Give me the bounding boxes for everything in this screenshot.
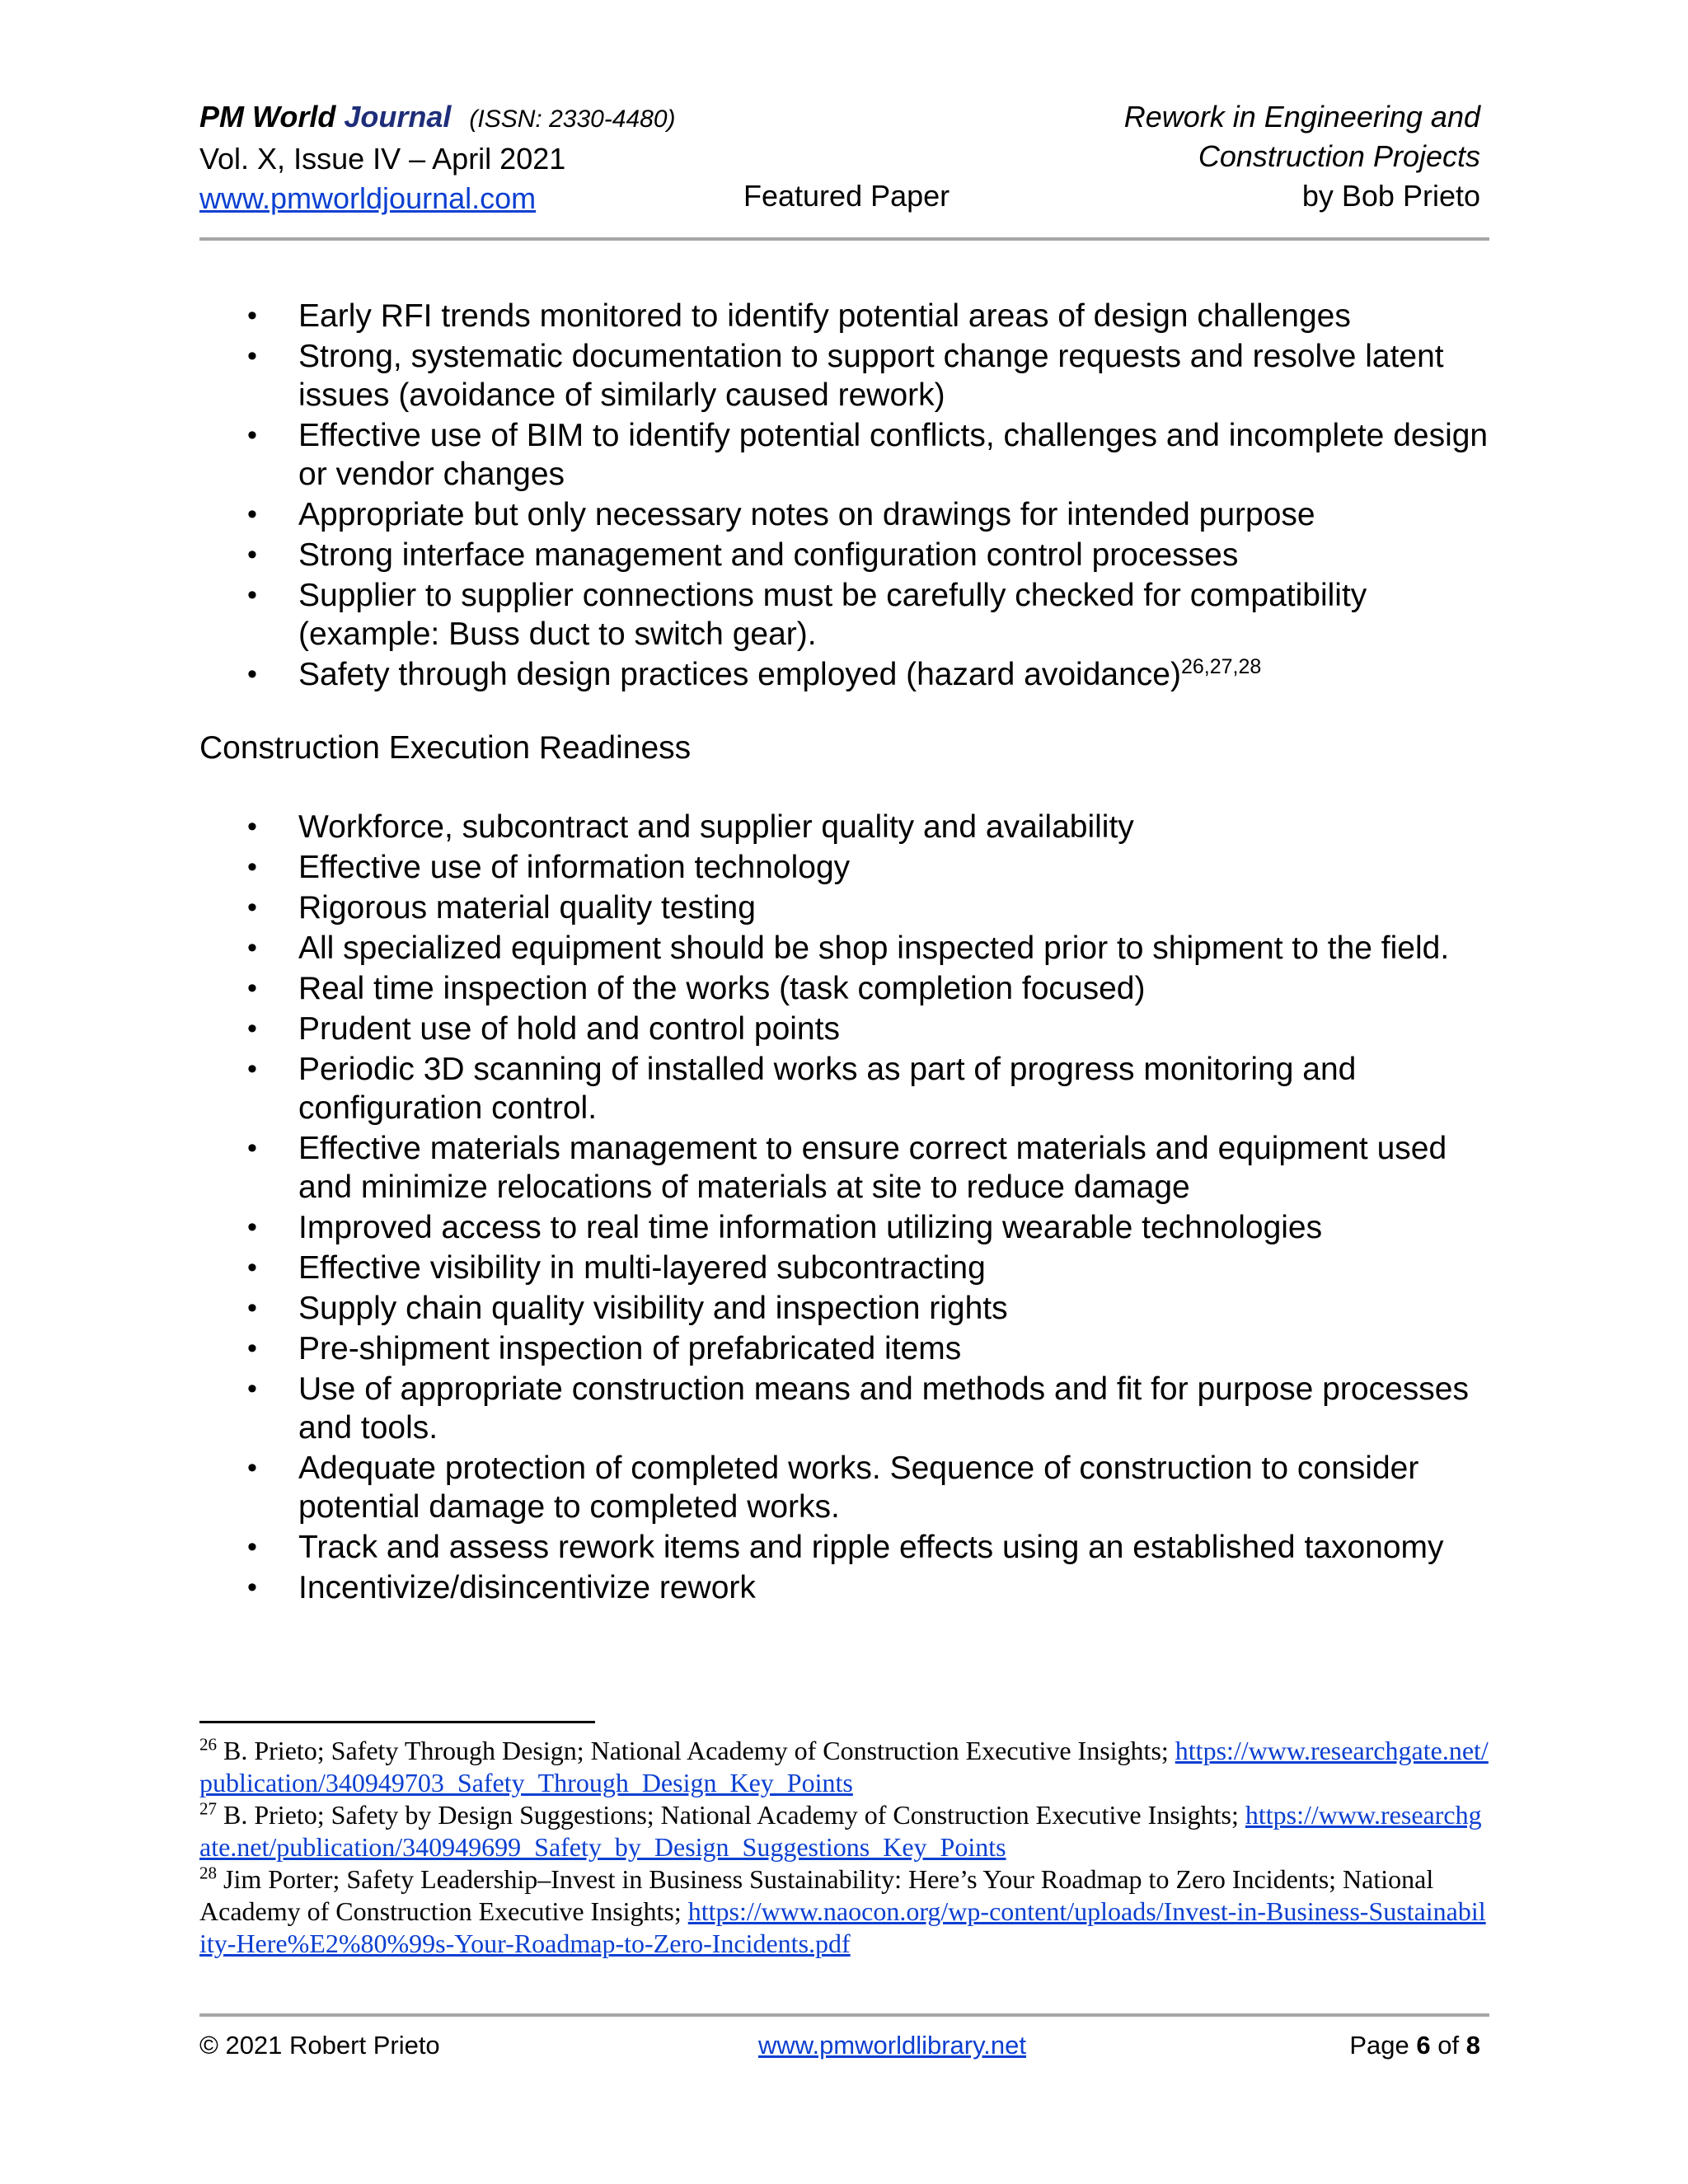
library-link[interactable]: www.pmworldlibrary.net: [758, 2031, 1027, 2060]
page-of-label: of: [1437, 2031, 1460, 2060]
list-item: • All specialized equipment should be shop inspected prior to shipment to the field.: [199, 929, 1489, 968]
paper-title-line-2: Construction Projects: [1198, 139, 1480, 173]
paper-title-line-1: Rework in Engineering and: [1123, 100, 1480, 134]
footnote-text: Jim Porter; Safety Leadership–Invest in Business Sustainability: Here’s Your Roadmap to Zero Incidents; National Academy of Construction Executive Insights;: [199, 1864, 1434, 1926]
brand-pm-world: PM World: [199, 100, 336, 134]
footnote-link[interactable]: https://www.researchgate.net/publication/340949703_Safety_Through_Design_Key_Points: [199, 1736, 1489, 1797]
paper-category: Featured Paper: [743, 179, 950, 213]
list-item: • Effective visibility in multi-layered subcontracting: [199, 1249, 1489, 1287]
footnote-27: [199, 1799, 1489, 1863]
paper-author: by Bob Prieto: [1301, 179, 1480, 213]
page-number: [1349, 2029, 1480, 2062]
list-item-text: Safety through design practices employed (hazard avoidance): [298, 657, 1181, 692]
list-item: • Track and assess rework items and ripple effects using an established taxonomy: [199, 1528, 1489, 1567]
journal-brand: [199, 97, 776, 139]
footnote-separator: [199, 1721, 595, 1723]
footnote-reference[interactable]: 26,27,28: [1180, 655, 1262, 678]
list-item: [199, 536, 1489, 574]
list-item: [199, 655, 1489, 694]
list-item: • Effective materials management to ensure correct materials and equipment used and minimize relocations of materials at site to reduce damage: [199, 1129, 1489, 1207]
header-left: [199, 97, 776, 218]
list-item: [199, 416, 1489, 494]
page-current: 6: [1416, 2031, 1431, 2060]
list-item: • Adequate protection of completed works. Sequence of construction to consider potential damage to completed works.: [199, 1449, 1489, 1526]
footnote-text: B. Prieto; Safety by Design Suggestions; National Academy of Construction Executive Insights;: [217, 1800, 1245, 1830]
footnote-link[interactable]: https://www.researchgate.net/publication/340949699_Safety_by_Design_Suggestions_Key_Points: [199, 1800, 1482, 1862]
list-item: • Rigorous material quality testing: [199, 888, 1489, 927]
list-item: [199, 297, 1489, 335]
page-total: 8: [1465, 2031, 1480, 2060]
list-item: • Pre-shipment inspection of prefabricated items: [199, 1329, 1489, 1368]
brand-journal: Journal: [344, 100, 452, 134]
design-practices-list: [199, 297, 1489, 696]
footnote-number: 28: [199, 1863, 217, 1883]
list-item: [199, 576, 1489, 654]
journal-website-link[interactable]: www.pmworldjournal.com: [199, 181, 537, 215]
header-right: [903, 97, 1480, 216]
list-item: • Real time inspection of the works (task completion focused): [199, 969, 1489, 1008]
list-item: • Workforce, subcontract and supplier quality and availability: [199, 808, 1489, 846]
list-item-text: Effective use of BIM to identify potential conflicts, challenges and incomplete design or vendor changes: [298, 418, 1489, 492]
list-item: • Incentivize/disincentivize rework: [199, 1568, 1489, 1607]
list-item: • Periodic 3D scanning of installed works as part of progress monitoring and configuration control.: [199, 1050, 1489, 1127]
volume-issue: Vol. X, Issue IV – April 2021: [199, 142, 566, 176]
footnote-28: [199, 1863, 1489, 1960]
issn: (ISSN: 2330-4480): [469, 105, 676, 133]
page-label: Page: [1349, 2031, 1409, 2060]
section-heading: Construction Execution Readiness: [199, 730, 692, 766]
list-item-text: Early RFI trends monitored to identify potential areas of design challenges: [298, 298, 1351, 334]
list-item: • Improved access to real time information utilizing wearable technologies: [199, 1208, 1489, 1247]
list-item-text: Appropriate but only necessary notes on drawings for intended purpose: [298, 497, 1315, 532]
header-divider: [199, 237, 1489, 241]
footnote-text: B. Prieto; Safety Through Design; National Academy of Construction Executive Insights;: [217, 1736, 1175, 1765]
footnotes: [199, 1735, 1489, 1960]
footnote-number: 26: [199, 1734, 217, 1755]
list-item: • Use of appropriate construction means and methods and fit for purpose processes and tools.: [199, 1370, 1489, 1447]
list-item: [199, 495, 1489, 534]
list-item: • Prudent use of hold and control points: [199, 1010, 1489, 1048]
list-item: • Effective use of information technology: [199, 848, 1489, 887]
footnote-26: [199, 1735, 1489, 1799]
list-item: [199, 337, 1489, 415]
footnote-number: 27: [199, 1798, 217, 1819]
list-item: • Supply chain quality visibility and inspection rights: [199, 1289, 1489, 1328]
list-item-text: Strong, systematic documentation to support change requests and resolve latent issues (avoidance of similarly caused rework): [298, 339, 1444, 413]
footer-copyright: © 2021 Robert Prieto: [199, 2031, 440, 2060]
footer-divider: [199, 2013, 1489, 2017]
list-item-text: Supplier to supplier connections must be carefully checked for compatibility (example: Buss duct to switch gear).: [298, 578, 1367, 652]
list-item-text: Strong interface management and configuration control processes: [298, 537, 1239, 573]
construction-readiness-list: [199, 808, 1489, 1609]
footnote-link[interactable]: https://www.naocon.org/wp-content/uploads/Invest-in-Business-Sustainability-Here%E2%80%99s-Your-Roadmap-to-Zero-Incidents.pdf: [199, 1896, 1486, 1958]
